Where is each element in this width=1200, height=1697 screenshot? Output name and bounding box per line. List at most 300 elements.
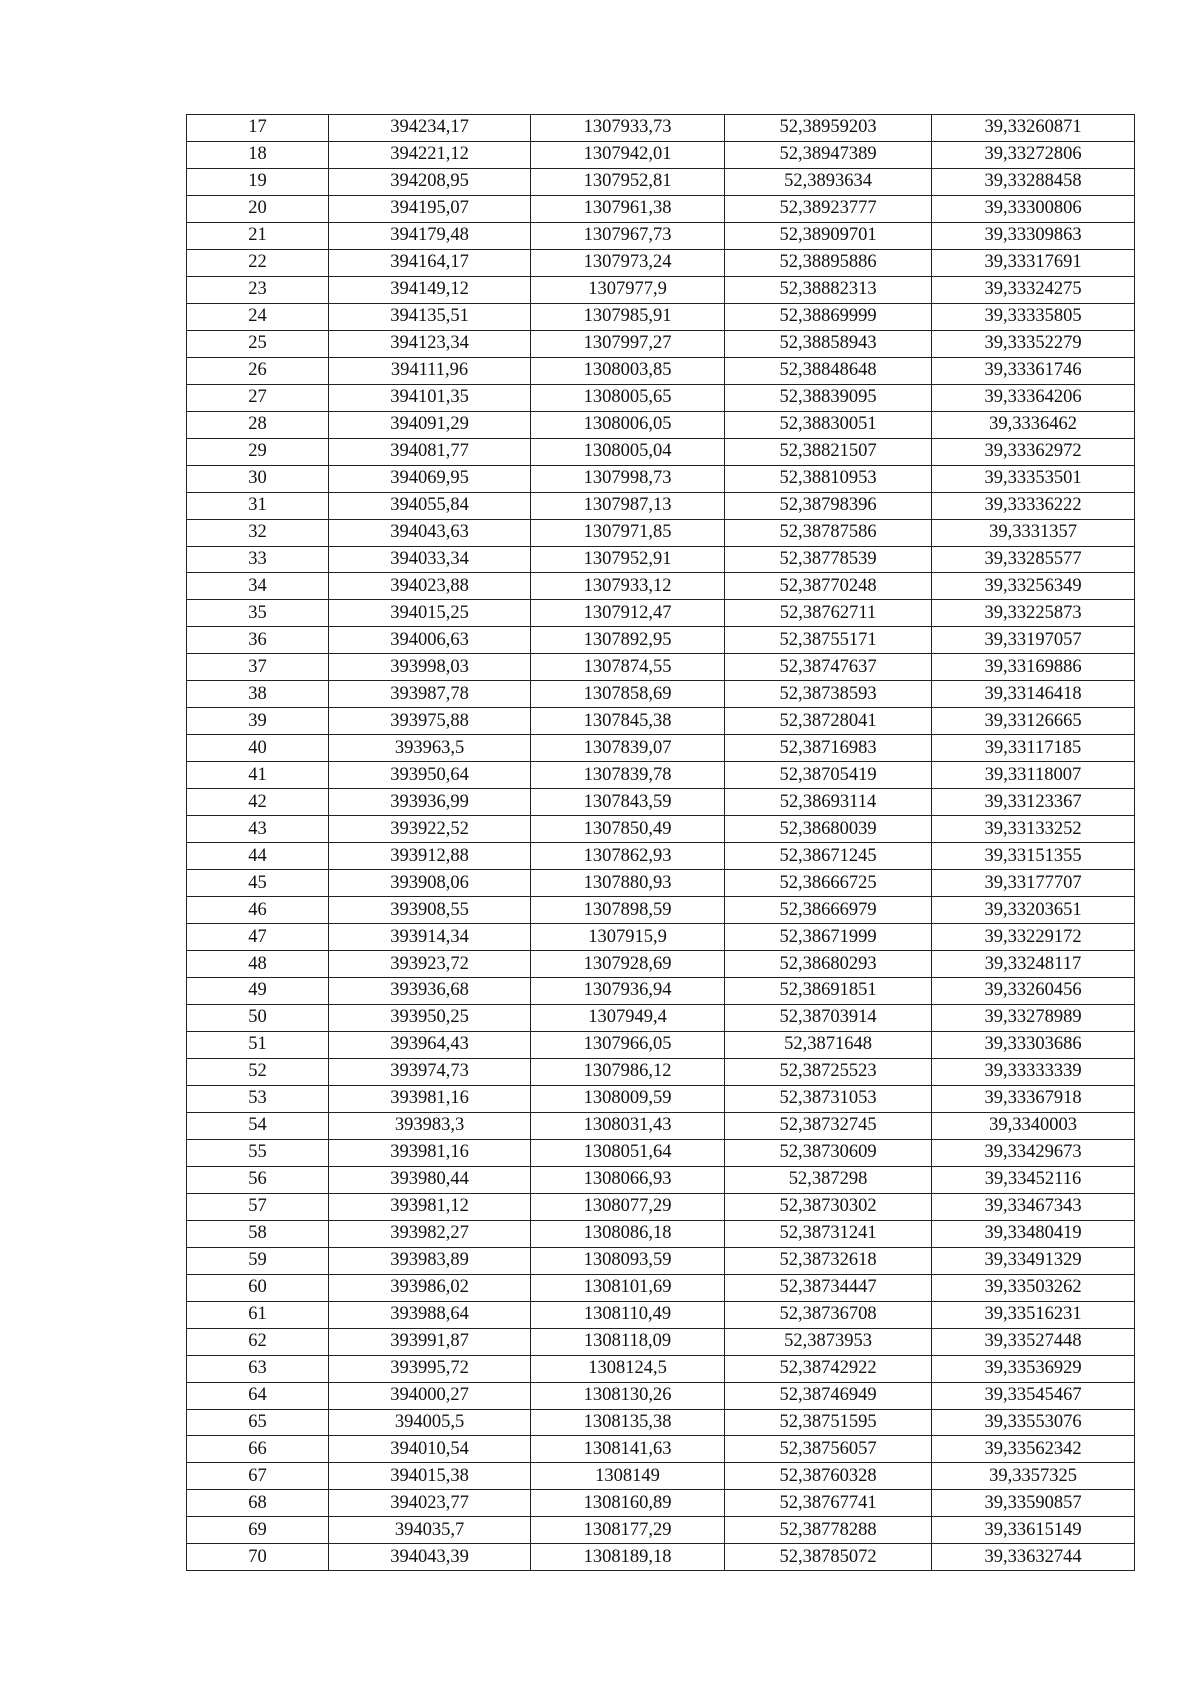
longitude-cell: 39,33480419: [932, 1220, 1135, 1247]
longitude-cell: 39,33288458: [932, 168, 1135, 195]
longitude-cell: 39,33545467: [932, 1382, 1135, 1409]
y-coordinate-cell: 1307997,27: [531, 330, 725, 357]
table-row: [187, 330, 1135, 357]
longitude-cell: 39,33225873: [932, 600, 1135, 627]
point-number-cell: 54: [187, 1112, 329, 1139]
latitude-cell: 52,38810953: [725, 465, 932, 492]
point-number-cell: 60: [187, 1274, 329, 1301]
latitude-cell: 52,3871648: [725, 1031, 932, 1058]
x-coordinate-cell: 393936,99: [329, 789, 531, 816]
x-coordinate-cell: 394081,77: [329, 438, 531, 465]
y-coordinate-cell: 1308006,05: [531, 411, 725, 438]
x-coordinate-cell: 394221,12: [329, 141, 531, 168]
x-coordinate-cell: 394055,84: [329, 492, 531, 519]
x-coordinate-cell: 393923,72: [329, 951, 531, 978]
table-row: [187, 249, 1135, 276]
y-coordinate-cell: 1307985,91: [531, 303, 725, 330]
longitude-cell: 39,33352279: [932, 330, 1135, 357]
table-row: [187, 1193, 1135, 1220]
longitude-cell: 39,33503262: [932, 1274, 1135, 1301]
longitude-cell: 39,33317691: [932, 249, 1135, 276]
table-row: [187, 681, 1135, 708]
x-coordinate-cell: 393981,16: [329, 1085, 531, 1112]
latitude-cell: 52,38770248: [725, 573, 932, 600]
longitude-cell: 39,33615149: [932, 1517, 1135, 1544]
point-number-cell: 31: [187, 492, 329, 519]
x-coordinate-cell: 393983,89: [329, 1247, 531, 1274]
longitude-cell: 39,33362972: [932, 438, 1135, 465]
x-coordinate-cell: 393950,25: [329, 1004, 531, 1031]
x-coordinate-cell: 394005,5: [329, 1409, 531, 1436]
longitude-cell: 39,33536929: [932, 1355, 1135, 1382]
y-coordinate-cell: 1308149: [531, 1463, 725, 1490]
table-row: [187, 843, 1135, 870]
y-coordinate-cell: 1307843,59: [531, 789, 725, 816]
latitude-cell: 52,38778288: [725, 1517, 932, 1544]
point-number-cell: 65: [187, 1409, 329, 1436]
table-row: [187, 708, 1135, 735]
latitude-cell: 52,38732745: [725, 1112, 932, 1139]
point-number-cell: 22: [187, 249, 329, 276]
table-row: [187, 438, 1135, 465]
x-coordinate-cell: 394043,39: [329, 1544, 531, 1571]
x-coordinate-cell: 393912,88: [329, 843, 531, 870]
longitude-cell: 39,33197057: [932, 627, 1135, 654]
longitude-cell: 39,33324275: [932, 276, 1135, 303]
y-coordinate-cell: 1307862,93: [531, 843, 725, 870]
x-coordinate-cell: 394091,29: [329, 411, 531, 438]
y-coordinate-cell: 1307986,12: [531, 1058, 725, 1085]
latitude-cell: 52,38742922: [725, 1355, 932, 1382]
table-row: [187, 1247, 1135, 1274]
y-coordinate-cell: 1307839,07: [531, 735, 725, 762]
x-coordinate-cell: 394035,7: [329, 1517, 531, 1544]
x-coordinate-cell: 393991,87: [329, 1328, 531, 1355]
latitude-cell: 52,3893634: [725, 168, 932, 195]
x-coordinate-cell: 394006,63: [329, 627, 531, 654]
y-coordinate-cell: 1307967,73: [531, 222, 725, 249]
y-coordinate-cell: 1307858,69: [531, 681, 725, 708]
point-number-cell: 44: [187, 843, 329, 870]
longitude-cell: 39,3340003: [932, 1112, 1135, 1139]
latitude-cell: 52,38738593: [725, 681, 932, 708]
latitude-cell: 52,38959203: [725, 115, 932, 142]
latitude-cell: 52,38680039: [725, 816, 932, 843]
point-number-cell: 24: [187, 303, 329, 330]
longitude-cell: 39,33133252: [932, 816, 1135, 843]
point-number-cell: 29: [187, 438, 329, 465]
table-row: [187, 897, 1135, 924]
point-number-cell: 34: [187, 573, 329, 600]
point-number-cell: 35: [187, 600, 329, 627]
x-coordinate-cell: 393908,06: [329, 870, 531, 897]
table-row: [187, 1490, 1135, 1517]
point-number-cell: 58: [187, 1220, 329, 1247]
table-row: [187, 978, 1135, 1005]
table-row: [187, 384, 1135, 411]
latitude-cell: 52,38693114: [725, 789, 932, 816]
point-number-cell: 45: [187, 870, 329, 897]
latitude-cell: 52,38947389: [725, 141, 932, 168]
latitude-cell: 52,38787586: [725, 519, 932, 546]
y-coordinate-cell: 1307874,55: [531, 654, 725, 681]
coordinates-table-body: [187, 115, 1135, 1571]
point-number-cell: 33: [187, 546, 329, 573]
latitude-cell: 52,38666979: [725, 897, 932, 924]
y-coordinate-cell: 1308118,09: [531, 1328, 725, 1355]
point-number-cell: 39: [187, 708, 329, 735]
y-coordinate-cell: 1308077,29: [531, 1193, 725, 1220]
latitude-cell: 52,38728041: [725, 708, 932, 735]
table-row: [187, 1382, 1135, 1409]
point-number-cell: 67: [187, 1463, 329, 1490]
latitude-cell: 52,38734447: [725, 1274, 932, 1301]
point-number-cell: 69: [187, 1517, 329, 1544]
x-coordinate-cell: 393936,68: [329, 978, 531, 1005]
longitude-cell: 39,33452116: [932, 1166, 1135, 1193]
point-number-cell: 32: [187, 519, 329, 546]
point-number-cell: 37: [187, 654, 329, 681]
latitude-cell: 52,38732618: [725, 1247, 932, 1274]
latitude-cell: 52,38716983: [725, 735, 932, 762]
longitude-cell: 39,33562342: [932, 1436, 1135, 1463]
y-coordinate-cell: 1307971,85: [531, 519, 725, 546]
longitude-cell: 39,33126665: [932, 708, 1135, 735]
y-coordinate-cell: 1307961,38: [531, 195, 725, 222]
latitude-cell: 52,38671999: [725, 924, 932, 951]
latitude-cell: 52,38751595: [725, 1409, 932, 1436]
y-coordinate-cell: 1308003,85: [531, 357, 725, 384]
longitude-cell: 39,33117185: [932, 735, 1135, 762]
point-number-cell: 30: [187, 465, 329, 492]
longitude-cell: 39,33260871: [932, 115, 1135, 142]
longitude-cell: 39,33467343: [932, 1193, 1135, 1220]
longitude-cell: 39,33272806: [932, 141, 1135, 168]
y-coordinate-cell: 1307966,05: [531, 1031, 725, 1058]
y-coordinate-cell: 1307987,13: [531, 492, 725, 519]
x-coordinate-cell: 393987,78: [329, 681, 531, 708]
table-row: [187, 1517, 1135, 1544]
y-coordinate-cell: 1307880,93: [531, 870, 725, 897]
longitude-cell: 39,33553076: [932, 1409, 1135, 1436]
x-coordinate-cell: 393974,73: [329, 1058, 531, 1085]
longitude-cell: 39,33335805: [932, 303, 1135, 330]
point-number-cell: 38: [187, 681, 329, 708]
point-number-cell: 57: [187, 1193, 329, 1220]
y-coordinate-cell: 1307952,91: [531, 546, 725, 573]
point-number-cell: 64: [187, 1382, 329, 1409]
longitude-cell: 39,33278989: [932, 1004, 1135, 1031]
y-coordinate-cell: 1308009,59: [531, 1085, 725, 1112]
x-coordinate-cell: 394000,27: [329, 1382, 531, 1409]
table-row: [187, 276, 1135, 303]
latitude-cell: 52,38785072: [725, 1544, 932, 1571]
y-coordinate-cell: 1308124,5: [531, 1355, 725, 1382]
y-coordinate-cell: 1308141,63: [531, 1436, 725, 1463]
point-number-cell: 48: [187, 951, 329, 978]
x-coordinate-cell: 393995,72: [329, 1355, 531, 1382]
latitude-cell: 52,38747637: [725, 654, 932, 681]
latitude-cell: 52,38755171: [725, 627, 932, 654]
table-row: [187, 1544, 1135, 1571]
coordinates-table: [186, 114, 1135, 1571]
latitude-cell: 52,38923777: [725, 195, 932, 222]
table-row: [187, 600, 1135, 627]
latitude-cell: 52,38725523: [725, 1058, 932, 1085]
point-number-cell: 26: [187, 357, 329, 384]
longitude-cell: 39,33123367: [932, 789, 1135, 816]
table-row: [187, 573, 1135, 600]
table-row: [187, 1274, 1135, 1301]
point-number-cell: 20: [187, 195, 329, 222]
y-coordinate-cell: 1308031,43: [531, 1112, 725, 1139]
latitude-cell: 52,38731241: [725, 1220, 932, 1247]
x-coordinate-cell: 393986,02: [329, 1274, 531, 1301]
point-number-cell: 49: [187, 978, 329, 1005]
x-coordinate-cell: 393908,55: [329, 897, 531, 924]
y-coordinate-cell: 1307977,9: [531, 276, 725, 303]
longitude-cell: 39,33632744: [932, 1544, 1135, 1571]
y-coordinate-cell: 1308177,29: [531, 1517, 725, 1544]
table-row: [187, 789, 1135, 816]
x-coordinate-cell: 394208,95: [329, 168, 531, 195]
point-number-cell: 42: [187, 789, 329, 816]
point-number-cell: 55: [187, 1139, 329, 1166]
table-row: [187, 222, 1135, 249]
x-coordinate-cell: 393998,03: [329, 654, 531, 681]
x-coordinate-cell: 394101,35: [329, 384, 531, 411]
longitude-cell: 39,33169886: [932, 654, 1135, 681]
table-row: [187, 1328, 1135, 1355]
longitude-cell: 39,33516231: [932, 1301, 1135, 1328]
table-row: [187, 924, 1135, 951]
point-number-cell: 68: [187, 1490, 329, 1517]
y-coordinate-cell: 1307952,81: [531, 168, 725, 195]
longitude-cell: 39,33229172: [932, 924, 1135, 951]
point-number-cell: 63: [187, 1355, 329, 1382]
point-number-cell: 61: [187, 1301, 329, 1328]
table-row: [187, 1463, 1135, 1490]
y-coordinate-cell: 1308093,59: [531, 1247, 725, 1274]
longitude-cell: 39,33285577: [932, 546, 1135, 573]
latitude-cell: 52,38760328: [725, 1463, 932, 1490]
table-row: [187, 951, 1135, 978]
table-row: [187, 465, 1135, 492]
table-row: [187, 654, 1135, 681]
longitude-cell: 39,33146418: [932, 681, 1135, 708]
table-row: [187, 1436, 1135, 1463]
latitude-cell: 52,38848648: [725, 357, 932, 384]
x-coordinate-cell: 394195,07: [329, 195, 531, 222]
latitude-cell: 52,387298: [725, 1166, 932, 1193]
y-coordinate-cell: 1308051,64: [531, 1139, 725, 1166]
longitude-cell: 39,33361746: [932, 357, 1135, 384]
longitude-cell: 39,33367918: [932, 1085, 1135, 1112]
latitude-cell: 52,38895886: [725, 249, 932, 276]
table-row: [187, 546, 1135, 573]
latitude-cell: 52,38778539: [725, 546, 932, 573]
point-number-cell: 19: [187, 168, 329, 195]
point-number-cell: 28: [187, 411, 329, 438]
table-row: [187, 492, 1135, 519]
table-row: [187, 1085, 1135, 1112]
latitude-cell: 52,38839095: [725, 384, 932, 411]
point-number-cell: 62: [187, 1328, 329, 1355]
table-row: [187, 1220, 1135, 1247]
x-coordinate-cell: 394179,48: [329, 222, 531, 249]
table-row: [187, 195, 1135, 222]
latitude-cell: 52,38730302: [725, 1193, 932, 1220]
point-number-cell: 46: [187, 897, 329, 924]
longitude-cell: 39,33590857: [932, 1490, 1135, 1517]
longitude-cell: 39,3336462: [932, 411, 1135, 438]
point-number-cell: 53: [187, 1085, 329, 1112]
table-row: [187, 1031, 1135, 1058]
longitude-cell: 39,33491329: [932, 1247, 1135, 1274]
x-coordinate-cell: 393922,52: [329, 816, 531, 843]
table-row: [187, 411, 1135, 438]
x-coordinate-cell: 394123,34: [329, 330, 531, 357]
x-coordinate-cell: 394023,88: [329, 573, 531, 600]
x-coordinate-cell: 394023,77: [329, 1490, 531, 1517]
latitude-cell: 52,38730609: [725, 1139, 932, 1166]
x-coordinate-cell: 394149,12: [329, 276, 531, 303]
point-number-cell: 17: [187, 115, 329, 142]
table-row: [187, 1004, 1135, 1031]
x-coordinate-cell: 394164,17: [329, 249, 531, 276]
x-coordinate-cell: 393963,5: [329, 735, 531, 762]
table-row: [187, 141, 1135, 168]
point-number-cell: 21: [187, 222, 329, 249]
y-coordinate-cell: 1307850,49: [531, 816, 725, 843]
x-coordinate-cell: 393975,88: [329, 708, 531, 735]
y-coordinate-cell: 1308135,38: [531, 1409, 725, 1436]
latitude-cell: 52,38705419: [725, 762, 932, 789]
longitude-cell: 39,33527448: [932, 1328, 1135, 1355]
table-row: [187, 1301, 1135, 1328]
x-coordinate-cell: 393914,34: [329, 924, 531, 951]
table-row: [187, 1058, 1135, 1085]
table-row: [187, 519, 1135, 546]
table-row: [187, 357, 1135, 384]
latitude-cell: 52,38703914: [725, 1004, 932, 1031]
table-row: [187, 115, 1135, 142]
y-coordinate-cell: 1307942,01: [531, 141, 725, 168]
x-coordinate-cell: 393981,16: [329, 1139, 531, 1166]
latitude-cell: 52,38882313: [725, 276, 932, 303]
table-row: [187, 303, 1135, 330]
table-row: [187, 168, 1135, 195]
y-coordinate-cell: 1307928,69: [531, 951, 725, 978]
table-row: [187, 1139, 1135, 1166]
table-row: [187, 627, 1135, 654]
x-coordinate-cell: 394069,95: [329, 465, 531, 492]
x-coordinate-cell: 394234,17: [329, 115, 531, 142]
latitude-cell: 52,38767741: [725, 1490, 932, 1517]
longitude-cell: 39,33364206: [932, 384, 1135, 411]
y-coordinate-cell: 1308130,26: [531, 1382, 725, 1409]
longitude-cell: 39,3331357: [932, 519, 1135, 546]
table-row: [187, 735, 1135, 762]
longitude-cell: 39,33151355: [932, 843, 1135, 870]
x-coordinate-cell: 394111,96: [329, 357, 531, 384]
y-coordinate-cell: 1308086,18: [531, 1220, 725, 1247]
y-coordinate-cell: 1308160,89: [531, 1490, 725, 1517]
longitude-cell: 39,33336222: [932, 492, 1135, 519]
latitude-cell: 52,38909701: [725, 222, 932, 249]
longitude-cell: 39,33177707: [932, 870, 1135, 897]
latitude-cell: 52,3873953: [725, 1328, 932, 1355]
x-coordinate-cell: 394033,34: [329, 546, 531, 573]
table-row: [187, 1112, 1135, 1139]
latitude-cell: 52,38858943: [725, 330, 932, 357]
point-number-cell: 27: [187, 384, 329, 411]
y-coordinate-cell: 1307936,94: [531, 978, 725, 1005]
point-number-cell: 52: [187, 1058, 329, 1085]
latitude-cell: 52,38680293: [725, 951, 932, 978]
x-coordinate-cell: 393981,12: [329, 1193, 531, 1220]
x-coordinate-cell: 393980,44: [329, 1166, 531, 1193]
y-coordinate-cell: 1307949,4: [531, 1004, 725, 1031]
point-number-cell: 36: [187, 627, 329, 654]
latitude-cell: 52,38746949: [725, 1382, 932, 1409]
longitude-cell: 39,3357325: [932, 1463, 1135, 1490]
latitude-cell: 52,38736708: [725, 1301, 932, 1328]
table-row: [187, 816, 1135, 843]
y-coordinate-cell: 1308066,93: [531, 1166, 725, 1193]
longitude-cell: 39,33203651: [932, 897, 1135, 924]
y-coordinate-cell: 1308101,69: [531, 1274, 725, 1301]
longitude-cell: 39,33248117: [932, 951, 1135, 978]
y-coordinate-cell: 1307933,12: [531, 573, 725, 600]
x-coordinate-cell: 394043,63: [329, 519, 531, 546]
longitude-cell: 39,33333339: [932, 1058, 1135, 1085]
table-row: [187, 1355, 1135, 1382]
longitude-cell: 39,33260456: [932, 978, 1135, 1005]
table-row: [187, 1166, 1135, 1193]
y-coordinate-cell: 1307839,78: [531, 762, 725, 789]
y-coordinate-cell: 1307915,9: [531, 924, 725, 951]
longitude-cell: 39,33309863: [932, 222, 1135, 249]
latitude-cell: 52,38830051: [725, 411, 932, 438]
y-coordinate-cell: 1308005,04: [531, 438, 725, 465]
latitude-cell: 52,38731053: [725, 1085, 932, 1112]
latitude-cell: 52,38666725: [725, 870, 932, 897]
point-number-cell: 50: [187, 1004, 329, 1031]
point-number-cell: 66: [187, 1436, 329, 1463]
longitude-cell: 39,33429673: [932, 1139, 1135, 1166]
y-coordinate-cell: 1307933,73: [531, 115, 725, 142]
longitude-cell: 39,33256349: [932, 573, 1135, 600]
y-coordinate-cell: 1307998,73: [531, 465, 725, 492]
y-coordinate-cell: 1307898,59: [531, 897, 725, 924]
x-coordinate-cell: 394010,54: [329, 1436, 531, 1463]
point-number-cell: 47: [187, 924, 329, 951]
y-coordinate-cell: 1307892,95: [531, 627, 725, 654]
point-number-cell: 25: [187, 330, 329, 357]
latitude-cell: 52,38756057: [725, 1436, 932, 1463]
x-coordinate-cell: 394015,25: [329, 600, 531, 627]
x-coordinate-cell: 393964,43: [329, 1031, 531, 1058]
point-number-cell: 43: [187, 816, 329, 843]
point-number-cell: 59: [187, 1247, 329, 1274]
table-row: [187, 762, 1135, 789]
longitude-cell: 39,33300806: [932, 195, 1135, 222]
latitude-cell: 52,38691851: [725, 978, 932, 1005]
x-coordinate-cell: 394015,38: [329, 1463, 531, 1490]
y-coordinate-cell: 1307845,38: [531, 708, 725, 735]
point-number-cell: 40: [187, 735, 329, 762]
